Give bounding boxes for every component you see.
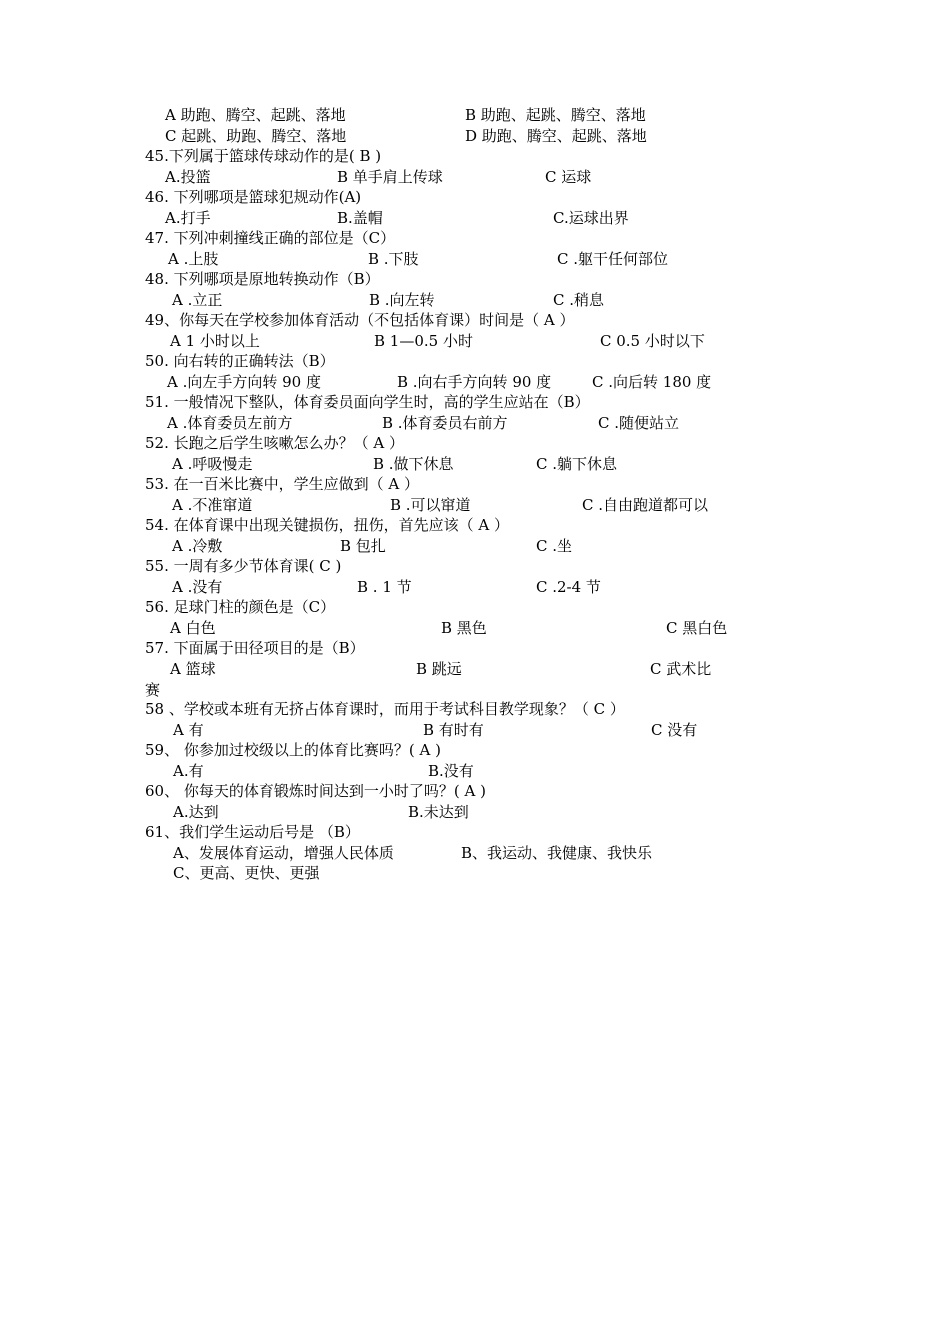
text-line <box>0 556 950 576</box>
line-text: 56. 足球门柱的颜色是（C） <box>145 598 336 616</box>
text-line <box>0 413 950 433</box>
option-text: A 篮球 <box>170 660 216 678</box>
text-line <box>0 208 950 228</box>
option-text: C .2-4 节 <box>536 578 601 596</box>
option-text: B .下肢 <box>368 250 419 268</box>
line-text: 49、你每天在学校参加体育活动（不包括体育课）时间是（ A ） <box>145 311 575 329</box>
option-text: B 单手肩上传球 <box>337 168 443 186</box>
option-text: B.未达到 <box>408 803 469 821</box>
text-line <box>0 761 950 781</box>
option-text: A、发展体育运动，增强人民体质 <box>173 844 394 862</box>
option-text: A .立正 <box>172 291 223 309</box>
line-text: 50. 向右转的正确转法（B） <box>145 352 335 370</box>
option-text: A.打手 <box>165 209 211 227</box>
option-text: A .呼吸慢走 <box>172 455 253 473</box>
text-line <box>0 372 950 392</box>
option-text: B 黑色 <box>441 619 487 637</box>
text-line <box>0 351 950 371</box>
option-text: A .没有 <box>172 578 223 596</box>
line-text: 61、我们学生运动后号是 （B） <box>145 823 360 841</box>
text-line <box>0 659 950 679</box>
option-text: C .自由跑道都可以 <box>582 496 709 514</box>
text-line <box>0 146 950 166</box>
text-line <box>0 269 950 289</box>
option-text: B .体育委员右前方 <box>382 414 508 432</box>
option-text: B .可以窜道 <box>390 496 471 514</box>
line-text: 45.下列属于篮球传球动作的是( B ) <box>145 147 382 165</box>
option-text: C .随便站立 <box>598 414 680 432</box>
option-text: B、我运动、我健康、我快乐 <box>461 844 653 862</box>
text-line <box>0 126 950 146</box>
option-text: A 1 小时以上 <box>170 332 260 350</box>
option-text: D 助跑、腾空、起跳、落地 <box>465 127 647 145</box>
option-text: C .坐 <box>536 537 573 555</box>
option-text: B 包扎 <box>340 537 386 555</box>
text-line <box>0 228 950 248</box>
option-text: A 白色 <box>170 619 216 637</box>
text-line <box>0 822 950 842</box>
text-line <box>0 863 950 883</box>
option-text: B .做下休息 <box>373 455 454 473</box>
text-line <box>0 454 950 474</box>
text-line <box>0 392 950 412</box>
option-text: B 跳远 <box>416 660 462 678</box>
text-line <box>0 433 950 453</box>
option-text: C .躺下休息 <box>536 455 618 473</box>
text-line <box>0 167 950 187</box>
option-text: C 黑白色 <box>666 619 728 637</box>
line-text: 57. 下面属于田径项目的是（B） <box>145 639 365 657</box>
option-text: B 1—0.5 小时 <box>374 332 473 350</box>
line-text: 54. 在体育课中出现关键损伤，扭伤，首先应该（ A ） <box>145 516 509 534</box>
option-text: A.有 <box>173 762 204 780</box>
option-text: A.达到 <box>173 803 219 821</box>
option-text: C .躯干任何部位 <box>557 250 669 268</box>
text-line <box>0 781 950 801</box>
option-text: B .向左转 <box>369 291 435 309</box>
option-text: B . 1 节 <box>357 578 412 596</box>
text-line <box>0 802 950 822</box>
option-text: C .稍息 <box>553 291 605 309</box>
option-text: C 武术比 <box>650 660 712 678</box>
option-text: A .体育委员左前方 <box>167 414 293 432</box>
line-text: 52. 长跑之后学生咳嗽怎么办？（ A ） <box>145 434 404 452</box>
option-text: C .向后转 180 度 <box>592 373 712 391</box>
text-line <box>0 536 950 556</box>
text-line <box>0 474 950 494</box>
text-line <box>0 843 950 863</box>
option-text: C 0.5 小时以下 <box>600 332 705 350</box>
text-line <box>0 680 950 700</box>
line-text: 53. 在一百米比赛中，学生应做到（ A ） <box>145 475 419 493</box>
line-text: 赛 <box>145 681 161 699</box>
text-line <box>0 618 950 638</box>
text-line <box>0 495 950 515</box>
option-text: C 没有 <box>651 721 698 739</box>
line-text: 59、 你参加过校级以上的体育比赛吗？( A ) <box>145 741 441 759</box>
option-text: C 运球 <box>545 168 592 186</box>
option-text: B 助跑、起跳、腾空、落地 <box>465 106 646 124</box>
text-line <box>0 577 950 597</box>
text-line <box>0 187 950 207</box>
line-text: 47. 下列冲刺撞线正确的部位是（C） <box>145 229 396 247</box>
text-line <box>0 290 950 310</box>
line-text: 51. 一般情况下整队，体育委员面向学生时，高的学生应站在（B） <box>145 393 590 411</box>
line-text: C、更高、更快、更强 <box>173 864 320 882</box>
text-line <box>0 720 950 740</box>
text-line <box>0 105 950 125</box>
text-line <box>0 699 950 719</box>
option-text: A.投篮 <box>165 168 211 186</box>
option-text: A .冷敷 <box>172 537 223 555</box>
text-line <box>0 331 950 351</box>
text-line <box>0 515 950 535</box>
option-text: B 有时有 <box>423 721 484 739</box>
option-text: A 助跑、腾空、起跳、落地 <box>165 106 346 124</box>
line-text: 48. 下列哪项是原地转换动作（B） <box>145 270 380 288</box>
line-text: 46. 下列哪项是篮球犯规动作(A) <box>145 188 362 206</box>
option-text: C.运球出界 <box>553 209 629 227</box>
option-text: A .向左手方向转 90 度 <box>167 373 321 391</box>
text-line <box>0 740 950 760</box>
text-line <box>0 249 950 269</box>
text-line <box>0 638 950 658</box>
option-text: B .向右手方向转 90 度 <box>397 373 552 391</box>
option-text: A .不准窜道 <box>172 496 253 514</box>
text-line <box>0 310 950 330</box>
option-text: B.没有 <box>428 762 474 780</box>
option-text: A .上肢 <box>168 250 219 268</box>
option-text: A 有 <box>173 721 204 739</box>
line-text: 55. 一周有多少节体育课( C ) <box>145 557 342 575</box>
option-text: B.盖帽 <box>337 209 383 227</box>
option-text: C 起跳、助跑、腾空、落地 <box>165 127 347 145</box>
line-text: 60、 你每天的体育锻炼时间达到一小时了吗？( A ) <box>145 782 486 800</box>
text-line <box>0 597 950 617</box>
line-text: 58 、学校或本班有无挤占体育课时，而用于考试科目教学现象？（ C ） <box>145 700 625 718</box>
